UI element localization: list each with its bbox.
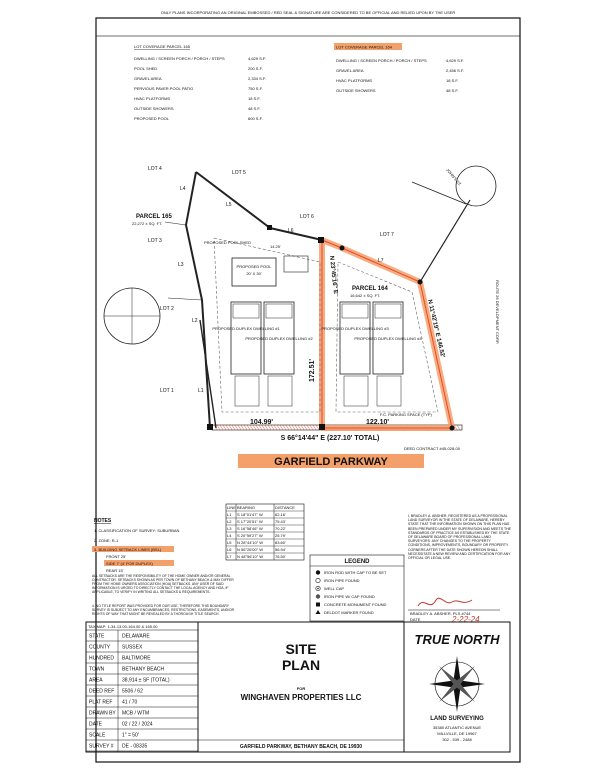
coverage-row-label: HVAC PLATFORMS	[336, 78, 373, 83]
coverage-row-value: 4,629 S.F.	[248, 56, 267, 61]
dwelling-3	[340, 302, 370, 406]
johns-street-label: JOHN'S ST.	[445, 167, 463, 187]
coverage-table-164	[334, 43, 464, 93]
legend-item: CONCRETE MONUMENT FOUND	[324, 602, 387, 607]
title-row-value: 1" = 50'	[122, 732, 139, 739]
company-address-1: 35380 ATLANTIC AVENUE	[432, 725, 482, 730]
line-table-header: DISTANCE	[275, 505, 295, 510]
line-table-cell: N 48°56'10" W	[237, 554, 264, 559]
bottom-right-distance: 122.10'	[366, 419, 390, 426]
line-table-header: LINE	[227, 505, 236, 510]
coverage-row-value: 4,629 S.F.	[446, 58, 465, 63]
title-row-label: DRAWN BY	[89, 710, 116, 717]
title-row-label: STATE	[89, 633, 105, 640]
line-L5	[196, 172, 270, 228]
coverage-row-value: 200 S.F.	[248, 66, 263, 71]
line-table-cell: L2	[227, 519, 232, 524]
coverage-row-value: 18 S.F.	[248, 96, 261, 101]
lot-7-label: LOT 7	[380, 232, 394, 238]
line-table-cell: L7	[227, 554, 232, 559]
pool-shed-label: PROPOSED POOL SHED	[204, 240, 251, 245]
legend-symbol-icon	[316, 578, 320, 582]
line-table-cell: N 56°26'00" W	[237, 547, 264, 552]
legend-item: IRON PIPE FOUND	[324, 578, 360, 583]
line-table-cell: 76.50'	[275, 554, 286, 559]
signature-date-label: DATE	[410, 617, 421, 622]
dwelling-2-label: PROPOSED DUPLEX DWELLING #2	[245, 336, 313, 341]
title-row-label: TOWN	[89, 666, 105, 673]
line-table-cell: L1	[227, 512, 232, 517]
line-table-cell: 70.22'	[275, 526, 286, 531]
corner-marker	[450, 426, 455, 431]
line-table-cell: S 17°20'51" W	[237, 519, 263, 524]
parcel-165-area: 22,272 ± SQ. FT.	[132, 221, 163, 226]
route-26-label: ROUTE 26 DEVELOPMENT CORP.	[495, 280, 500, 345]
parcel-164-label: PARCEL 164	[352, 286, 388, 292]
line-table-cell: 83.60'	[275, 540, 286, 545]
line-table-cell: 25.79'	[275, 533, 286, 538]
note-4: 4. NO TITLE REPORT WAS PROVIDED FOR OUR USE, THEREFORE THIS BOUNDARY SURVEY IS SUBJECT TO ANY ENCUMBRANCES, RESTRICTIONS, EASEMENTS, AND/OR RIGHTS OF WAY THAT MIGHT BE REVEALED BY A THOROUGH TITLE SEARCH.	[92, 604, 235, 616]
pool-label: PROPOSED POOL	[236, 264, 272, 269]
corner-marker	[267, 225, 272, 230]
title-row-label: DEED REF	[89, 688, 115, 695]
pool-dims-label: 20' X 30'	[246, 271, 262, 276]
legend-symbol-icon	[316, 594, 320, 598]
frontage-distance: S 66°14'44" E (227.10' TOTAL)	[280, 435, 380, 442]
coverage-row-label: OUTSIDE SHOWERS	[336, 88, 376, 93]
line-table-cell: 56.94'	[275, 547, 286, 552]
parking-label: F.C. PARKING SPACE (TYP)	[380, 412, 432, 417]
mid-distance: 172.51'	[309, 358, 316, 382]
line-table-cell: L6	[227, 547, 232, 552]
coverage-164-title: LOT COVERAGE PARCEL 164	[336, 44, 392, 50]
signature-date: 2-22-24	[452, 615, 480, 624]
legend-symbol-icon	[316, 610, 321, 614]
coverage-row-value: 2,334 S.F.	[248, 76, 267, 81]
title-row-value: BALTIMORE	[122, 655, 151, 662]
title-row-value: 41 / 70	[122, 699, 138, 706]
coverage-165-title: LOT COVERAGE PARCEL 165	[134, 44, 190, 49]
corner-marker	[418, 280, 423, 285]
title-row-value: BETHANY BEACH	[122, 666, 165, 673]
signer-name: BRADLEY A. ABSHER, PLS #744	[410, 611, 471, 616]
notes-title: NOTES	[94, 518, 112, 524]
coverage-row-value: 600 S.F.	[248, 116, 263, 121]
note-side: SIDE 7' (4' FOR DUPLEX)	[106, 561, 153, 566]
coverage-row-label: PERVIOUS PAVER POOL PATIO	[134, 86, 194, 91]
legend-symbol-icon	[316, 570, 320, 574]
dwelling-1	[231, 302, 261, 406]
lot-line-3	[165, 222, 186, 225]
dwelling-3-label: PROPOSED DUPLEX DWELLING #3	[321, 326, 389, 331]
note-front: FRONT 25'	[106, 554, 127, 559]
line-table	[226, 504, 304, 560]
dwelling-2	[264, 302, 294, 406]
title-row-label: SCALE	[89, 732, 106, 739]
corner-marker	[207, 424, 213, 430]
johns-street-line	[420, 200, 470, 282]
logo-subtitle: LAND SURVEYING	[430, 716, 484, 722]
parcel-165-label: PARCEL 165	[136, 214, 172, 220]
lot-1-label: LOT 1	[160, 388, 174, 394]
corner-marker	[319, 424, 325, 430]
lot-2-label: LOT 2	[160, 306, 174, 312]
coverage-row-label: OUTSIDE SHOWERS	[134, 106, 174, 111]
coverage-row-label: PROPOSED POOL	[134, 116, 169, 121]
title-row-label: AREA	[89, 677, 103, 684]
title-row-label: PLAT REF	[89, 699, 113, 706]
legend-symbol-icon	[316, 603, 320, 607]
coverage-row-value: 750 S.F.	[248, 86, 263, 91]
deed-contract-label: DEED CONTRACT #45-028-00	[404, 446, 460, 451]
site-title-line2: PLAN	[281, 657, 321, 673]
certification-text: I, BRADLEY A. ABSHER, REGISTERED AS A PROFESSIONAL LAND SURVEYOR IN THE STATE OF DELAWARE, HEREBY STATE THAT THE INFORMATION SHOWN ON THIS PLAN HAS BEEN PREPARED UNDER MY SUPERVISION AND MEETS THE STANDARDS OF PRACTICE AS ESTABLISHED BY THE STATE OF DELAWARE BOARD OF PROFESSIONAL LAND SURVEYORS. ANY CHANGES TO THE PROPERTY CONDITIONS, IMPROVEMENTS, BOUNDARY OR PROPERTY CORNERS AFTER THE DATE SHOWN HEREON SHALL NECESSITATE A NEW REVIEW AND CERTIFICATION FOR ANY OFFICIAL OR LEGAL USE.	[408, 514, 512, 561]
client-name: WINGHAVEN PROPERTIES LLC	[240, 693, 362, 702]
header-note: ONLY PLANS INCORPORATING AN ORIGINAL EMBOSSED / RED SEAL & SIGNATURE ARE CONSIDERED TO BE OFFICIAL AND RELIED UPON BY THE USER	[160, 10, 456, 15]
bottom-left-distance: 104.99'	[250, 419, 274, 426]
lot-5-label: LOT 5	[232, 170, 246, 176]
coverage-table-165	[134, 44, 266, 121]
logo-text: TRUE NORTH	[414, 632, 500, 647]
title-row-label: HUNDRED	[89, 655, 114, 662]
lot-3-label: LOT 3	[148, 238, 162, 244]
title-row-value: 02 / 22 / 2024	[122, 721, 153, 728]
note-2: 2. ZONE: R-1	[94, 538, 119, 543]
coverage-row-value: 48 S.F.	[248, 106, 261, 111]
title-row-value: 38,914 ± SF (TOTAL)	[122, 677, 170, 684]
title-block	[86, 622, 510, 752]
coverage-row-label: GRAVEL AREA	[336, 68, 364, 73]
site-address: GARFIELD PARKWAY, BETHANY BEACH, DE 19930	[239, 744, 363, 750]
corner-marker	[318, 237, 324, 243]
line-label-L3: L3	[178, 262, 184, 268]
tax-map: TAX MAP: 1-34-13.00-164.00 & 165.00	[88, 624, 158, 629]
corner-marker	[340, 246, 345, 251]
line-table-cell: L3	[227, 526, 232, 531]
coverage-row-value: 18 S.F.	[446, 78, 459, 83]
title-row-label: COUNTY	[89, 644, 111, 651]
coverage-row-label: DWELLING / SCREEN PORCH / PORCH / STEPS	[134, 56, 225, 61]
lot-4-label: LOT 4	[148, 166, 162, 172]
title-row-value: 5506 / 62	[122, 688, 143, 695]
legend-item: DELDOT MARKER FOUND	[324, 610, 374, 615]
line-table-cell: L5	[227, 540, 232, 545]
legend-title: LEGEND	[344, 559, 370, 565]
line-label-L6: L6	[288, 228, 294, 234]
title-row-value: SUSSEX	[122, 644, 143, 651]
note-1: 1. CLASSIFICATION OF SURVEY: SUBURBAN	[94, 528, 180, 533]
street-name: GARFIELD PARKWAY	[274, 456, 388, 468]
dwelling-4-label: PROPOSED DUPLEX DWELLING #4	[354, 336, 422, 341]
legend-item: IRON ROD WITH CAP TO BE SET	[324, 570, 387, 575]
line-table-cell: N 28°44'10" W	[237, 540, 264, 545]
dimension-label: 14.25'	[270, 244, 281, 249]
title-row-value: DELAWARE	[122, 633, 150, 640]
title-row-value: MCB / WTM	[122, 710, 150, 717]
lot-line-2	[168, 298, 202, 300]
for-label: FOR	[296, 686, 306, 691]
legend	[310, 555, 404, 621]
line-L6	[270, 228, 322, 240]
title-row-label: SURVEY #	[89, 743, 114, 750]
note-setback-paragraph: ALL SETBACKS ARE THE RESPONSIBILITY OF THE HOME OWNER AND/OR GENERAL CONTRACTOR. SETBACKS SHOWN AS PER TOWN OF BETHANY BEACH & MAY DIFFER FROM THE HOME OWNERS ASSOCIATION (HOA) SETBACKS. ANY USER OF SAID INFORMATION IS URGED TO DIRECTLY CONTACT THE LOCAL AGENCY AND HOA, IF APPLICABLE, TO VERIFY IN WRITING ALL SETBACKS & REQUIREMENTS.	[92, 574, 234, 594]
note-3: 3. BUILDING SETBACK LINES (BSL)	[94, 547, 162, 552]
line-label-L2: L2	[192, 318, 198, 324]
signature-mark	[418, 598, 472, 606]
line-table-cell: S 16°58'46" W	[237, 526, 263, 531]
lot-6-label: LOT 6	[300, 214, 314, 220]
line-table-cell: S 18°01'47" W	[237, 512, 263, 517]
coverage-row-value: 48 S.F.	[446, 88, 459, 93]
coverage-row-label: POOL SHED	[134, 66, 158, 71]
line-table-cell: 62.16'	[275, 512, 286, 517]
coverage-row-label: HVAC PLATFORMS	[134, 96, 171, 101]
east-bearing: N 11°42'19" E 146.52'	[426, 299, 446, 359]
line-label-L4: L4	[180, 186, 186, 192]
notes-section	[92, 518, 242, 622]
curve-detail-circle-2	[456, 166, 496, 206]
line-label-L5: L5	[226, 202, 232, 208]
coverage-row-value: 2,456 S.F.	[446, 68, 465, 73]
line-table-header: BEARING	[237, 505, 256, 510]
dwelling-1-label: PROPOSED DUPLEX DWELLING #1	[212, 326, 280, 331]
company-phone: 302 - 539 - 2488	[442, 737, 472, 742]
line-label-L7: L7	[378, 258, 384, 264]
legend-item: IRON PIPE W/ CAP FOUND	[324, 594, 375, 599]
legend-item: WELL CAP	[324, 586, 345, 591]
plan-view	[104, 166, 500, 468]
line-table-cell: S 20°59'27" W	[237, 533, 263, 538]
title-row-value: DE - 08335	[122, 743, 148, 750]
compass-rose-icon	[429, 656, 485, 712]
title-row-label: DATE	[89, 721, 102, 728]
parcel-164-area: 16,642 ± SQ. FT.	[350, 293, 381, 298]
mid-bearing: N 23°45'16" E	[328, 255, 338, 295]
site-title-line1: SITE	[285, 641, 317, 657]
coverage-row-label: GRAVEL AREA	[134, 76, 162, 81]
line-table-cell: L4	[227, 533, 232, 538]
company-address-2: MILLVILLE, DE 19967	[437, 731, 477, 736]
note-rear: REAR 15'	[106, 568, 124, 573]
line-table-cell: 75.43'	[275, 519, 286, 524]
line-label-L1: L1	[198, 388, 204, 394]
coverage-row-label: DWELLING / SCREEN PORCH / PORCH / STEPS	[336, 58, 427, 63]
dwelling-4	[373, 302, 403, 406]
